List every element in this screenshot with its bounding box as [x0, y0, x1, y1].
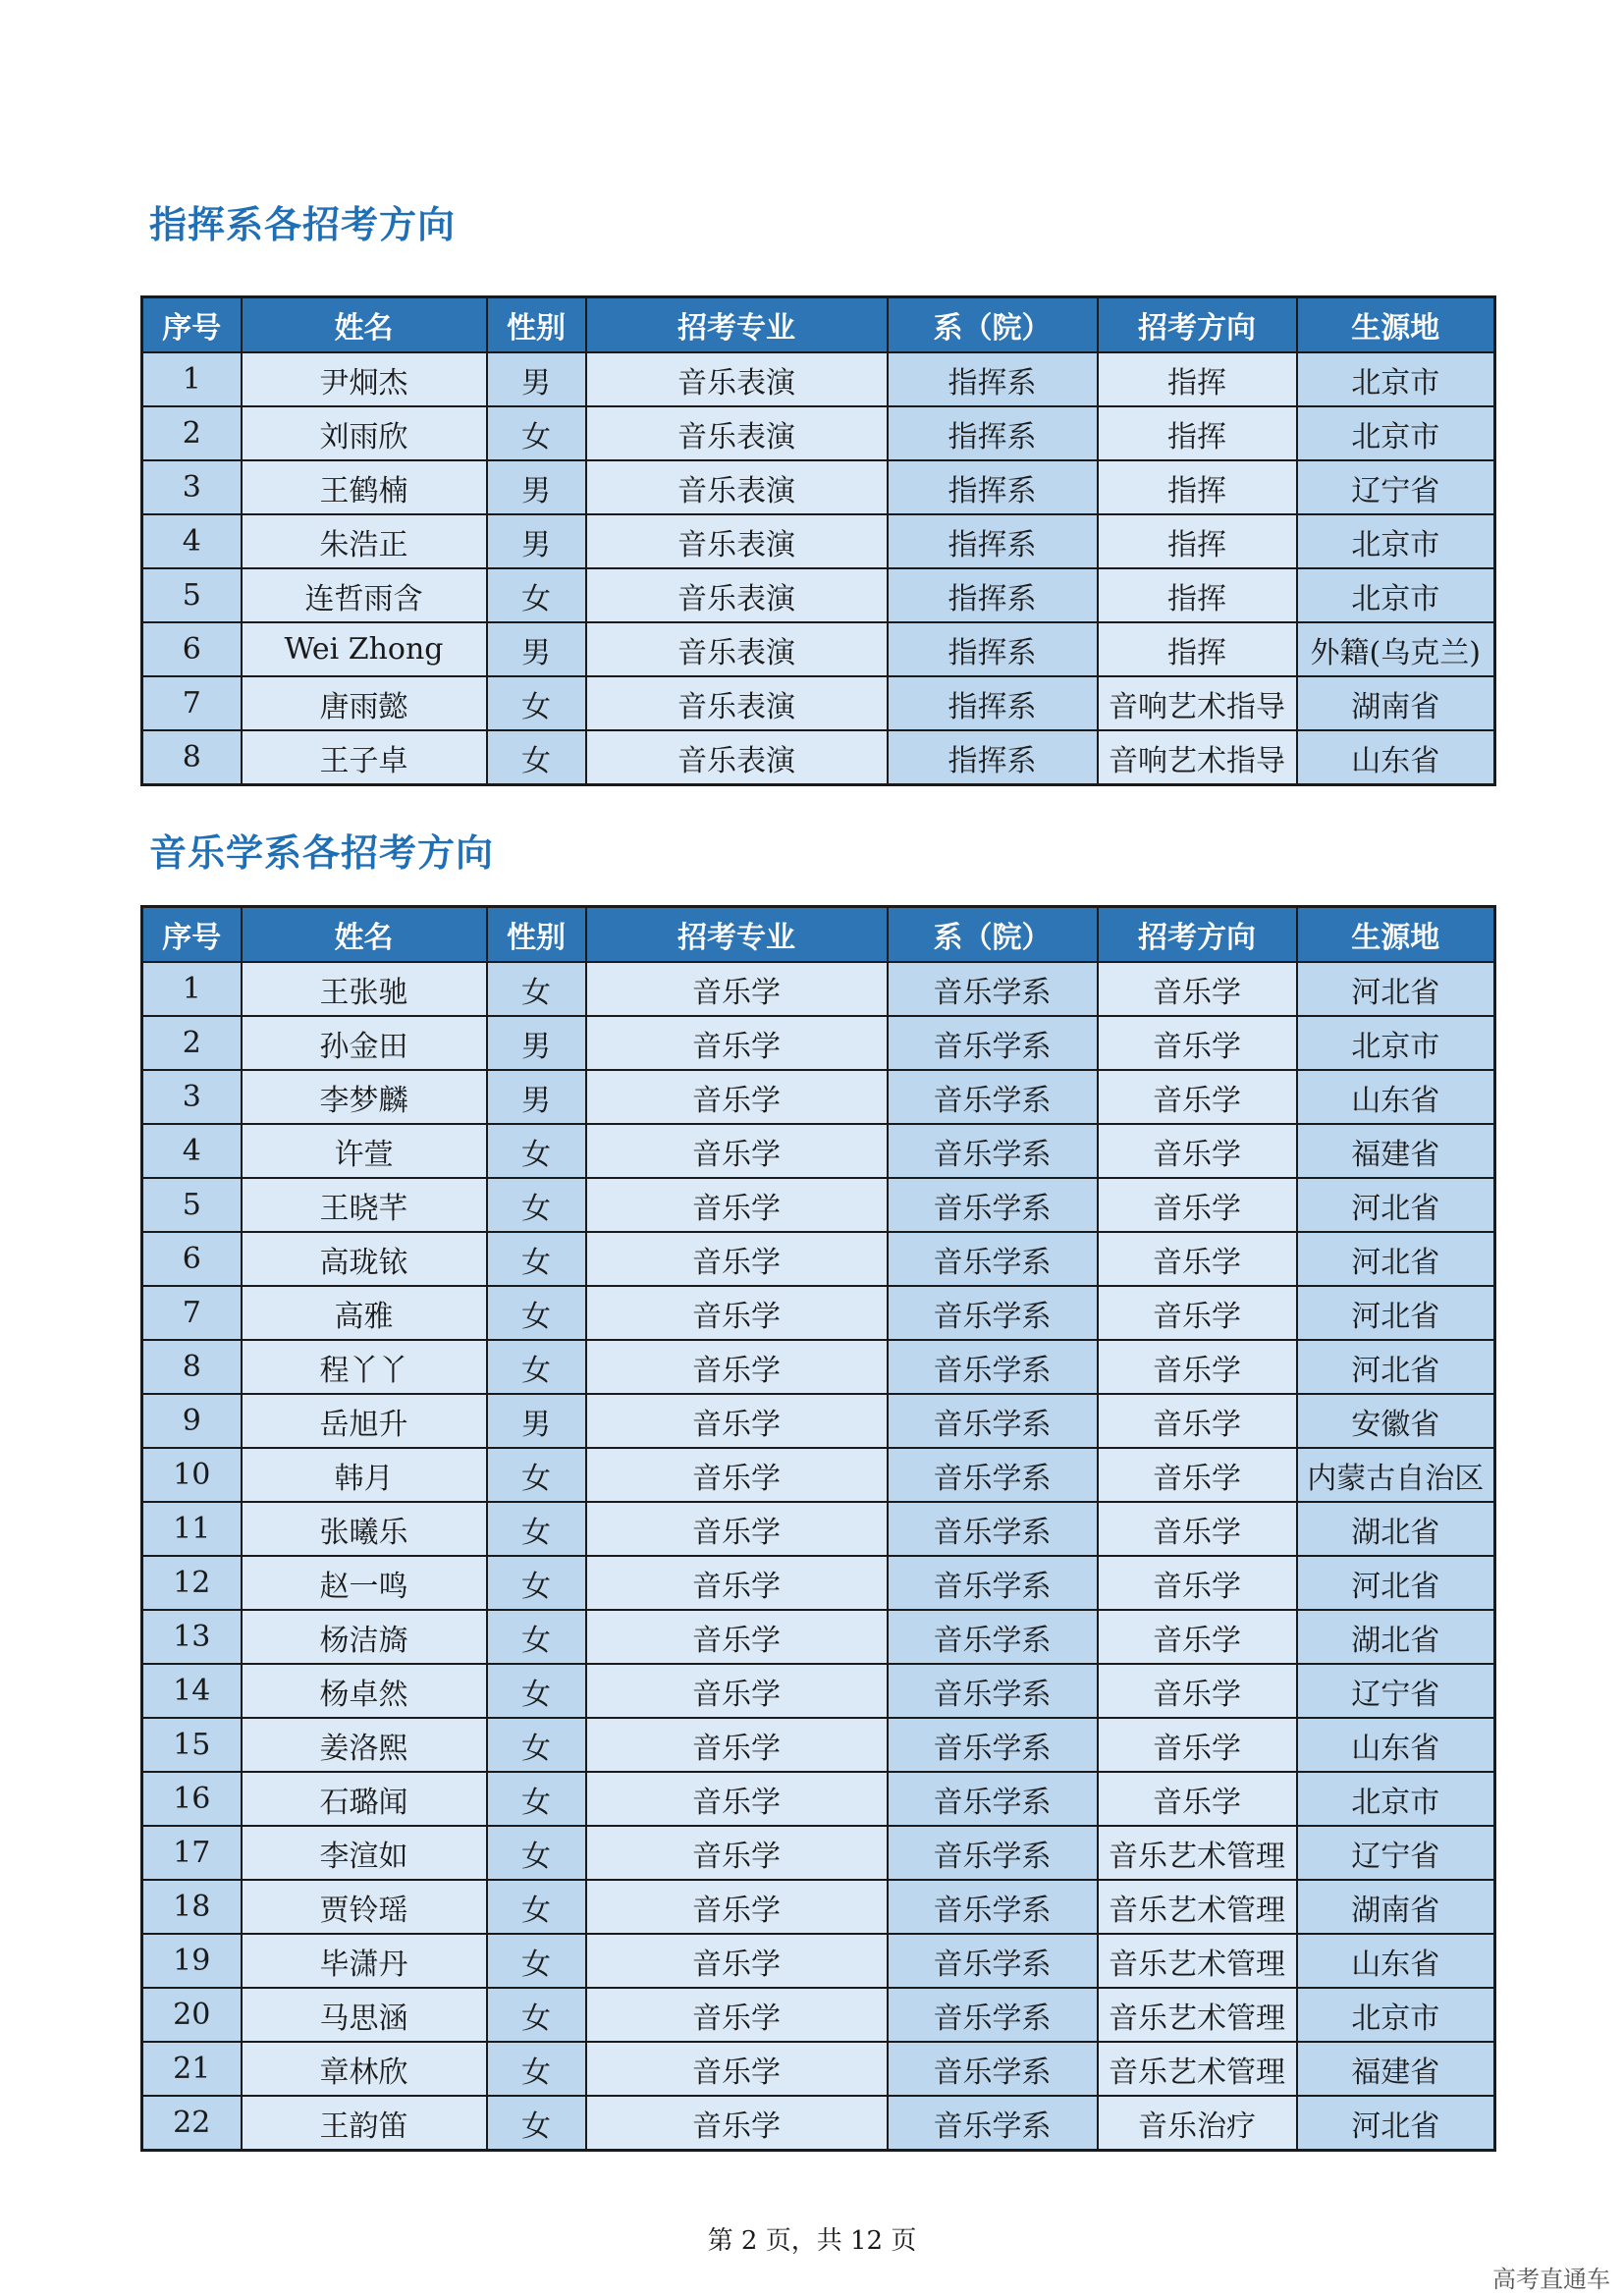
header-gender: 性别	[487, 297, 586, 353]
cell-name: 李梦麟	[242, 1070, 487, 1124]
cell-origin: 北京市	[1297, 406, 1495, 460]
cell-major: 音乐学	[586, 2096, 888, 2151]
cell-origin: 外籍(乌克兰)	[1297, 622, 1495, 676]
cell-name: 石璐闻	[242, 1772, 487, 1826]
cell-origin: 山东省	[1297, 1934, 1495, 1988]
cell-direction: 音乐艺术管理	[1098, 1934, 1297, 1988]
cell-name: 姜洛熙	[242, 1718, 487, 1772]
header-direction: 招考方向	[1098, 297, 1297, 353]
header-name: 姓名	[242, 297, 487, 353]
cell-index: 5	[142, 1178, 242, 1232]
cell-department: 指挥系	[888, 730, 1098, 785]
table-row	[142, 2042, 1495, 2096]
table-row	[142, 352, 1495, 406]
cell-index: 3	[142, 460, 242, 514]
cell-department: 指挥系	[888, 676, 1098, 730]
table-row	[142, 406, 1495, 460]
cell-major: 音乐学	[586, 1880, 888, 1934]
cell-gender: 女	[487, 676, 586, 730]
cell-index: 5	[142, 568, 242, 622]
cell-major: 音乐表演	[586, 622, 888, 676]
table-row	[142, 1502, 1495, 1556]
cell-department: 指挥系	[888, 622, 1098, 676]
table-row	[142, 1826, 1495, 1880]
cell-major: 音乐学	[586, 1556, 888, 1610]
table-row	[142, 2096, 1495, 2151]
cell-index: 12	[142, 1556, 242, 1610]
cell-department: 指挥系	[888, 460, 1098, 514]
cell-direction: 音乐艺术管理	[1098, 1880, 1297, 1934]
cell-origin: 福建省	[1297, 2042, 1495, 2096]
cell-index: 18	[142, 1880, 242, 1934]
cell-index: 21	[142, 2042, 242, 2096]
cell-department: 音乐学系	[888, 1340, 1098, 1394]
cell-gender: 女	[487, 1880, 586, 1934]
cell-name: 韩月	[242, 1448, 487, 1502]
cell-origin: 北京市	[1297, 1772, 1495, 1826]
cell-gender: 女	[487, 1178, 586, 1232]
cell-direction: 音乐学	[1098, 1016, 1297, 1070]
cell-index: 19	[142, 1934, 242, 1988]
table-header-row	[142, 907, 1495, 963]
cell-name: 程丫丫	[242, 1340, 487, 1394]
cell-major: 音乐学	[586, 1772, 888, 1826]
cell-origin: 辽宁省	[1297, 460, 1495, 514]
cell-department: 音乐学系	[888, 1934, 1098, 1988]
cell-name: 王鹤楠	[242, 460, 487, 514]
table-row	[142, 1772, 1495, 1826]
cell-major: 音乐学	[586, 1340, 888, 1394]
cell-gender: 女	[487, 1718, 586, 1772]
cell-name: 孙金田	[242, 1016, 487, 1070]
cell-major: 音乐学	[586, 962, 888, 1016]
cell-gender: 女	[487, 1610, 586, 1664]
cell-name: 王子卓	[242, 730, 487, 785]
cell-name: 张曦乐	[242, 1502, 487, 1556]
table-row	[142, 1394, 1495, 1448]
cell-index: 6	[142, 622, 242, 676]
cell-gender: 女	[487, 1502, 586, 1556]
cell-major: 音乐表演	[586, 460, 888, 514]
cell-index: 1	[142, 962, 242, 1016]
cell-department: 指挥系	[888, 568, 1098, 622]
cell-origin: 辽宁省	[1297, 1664, 1495, 1718]
cell-direction: 音乐学	[1098, 1556, 1297, 1610]
cell-index: 7	[142, 676, 242, 730]
cell-major: 音乐学	[586, 1016, 888, 1070]
table-row	[142, 1070, 1495, 1124]
cell-gender: 女	[487, 2042, 586, 2096]
cell-direction: 音乐学	[1098, 1664, 1297, 1718]
cell-department: 音乐学系	[888, 962, 1098, 1016]
cell-department: 音乐学系	[888, 1880, 1098, 1934]
cell-index: 1	[142, 352, 242, 406]
table-row	[142, 1340, 1495, 1394]
cell-gender: 男	[487, 514, 586, 568]
cell-gender: 男	[487, 1394, 586, 1448]
cell-major: 音乐表演	[586, 730, 888, 785]
cell-major: 音乐学	[586, 1718, 888, 1772]
cell-major: 音乐表演	[586, 676, 888, 730]
cell-department: 音乐学系	[888, 1664, 1098, 1718]
cell-index: 14	[142, 1664, 242, 1718]
cell-name: 贾铃瑶	[242, 1880, 487, 1934]
cell-major: 音乐学	[586, 1124, 888, 1178]
table-row	[142, 514, 1495, 568]
cell-direction: 音乐治疗	[1098, 2096, 1297, 2151]
cell-name: 王韵笛	[242, 2096, 487, 2151]
cell-major: 音乐学	[586, 1448, 888, 1502]
header-direction: 招考方向	[1098, 907, 1297, 963]
section-title-conducting: 指挥系各招考方向	[149, 203, 457, 246]
cell-origin: 河北省	[1297, 1340, 1495, 1394]
cell-direction: 音乐艺术管理	[1098, 2042, 1297, 2096]
header-name: 姓名	[242, 907, 487, 963]
header-origin: 生源地	[1297, 297, 1495, 353]
cell-direction: 音乐学	[1098, 1070, 1297, 1124]
table-row	[142, 730, 1495, 785]
cell-index: 9	[142, 1394, 242, 1448]
cell-index: 11	[142, 1502, 242, 1556]
cell-gender: 女	[487, 1232, 586, 1286]
table-row	[142, 1664, 1495, 1718]
cell-origin: 湖北省	[1297, 1610, 1495, 1664]
cell-gender: 女	[487, 1934, 586, 1988]
cell-name: 高珑铱	[242, 1232, 487, 1286]
cell-gender: 男	[487, 460, 586, 514]
cell-index: 16	[142, 1772, 242, 1826]
cell-name: 岳旭升	[242, 1394, 487, 1448]
table-row	[142, 1556, 1495, 1610]
cell-index: 8	[142, 1340, 242, 1394]
table-header-row	[142, 297, 1495, 353]
cell-department: 音乐学系	[888, 1988, 1098, 2042]
table-row	[142, 1016, 1495, 1070]
cell-index: 3	[142, 1070, 242, 1124]
cell-department: 音乐学系	[888, 1610, 1098, 1664]
cell-department: 音乐学系	[888, 1448, 1098, 1502]
cell-direction: 音乐学	[1098, 1340, 1297, 1394]
cell-major: 音乐学	[586, 1934, 888, 1988]
cell-direction: 音乐学	[1098, 1718, 1297, 1772]
cell-origin: 河北省	[1297, 2096, 1495, 2151]
cell-gender: 女	[487, 962, 586, 1016]
cell-origin: 内蒙古自治区	[1297, 1448, 1495, 1502]
cell-major: 音乐学	[586, 1610, 888, 1664]
cell-major: 音乐学	[586, 1826, 888, 1880]
cell-gender: 女	[487, 2096, 586, 2151]
cell-department: 音乐学系	[888, 1178, 1098, 1232]
cell-department: 音乐学系	[888, 1016, 1098, 1070]
cell-name: 马思涵	[242, 1988, 487, 2042]
cell-origin: 山东省	[1297, 1718, 1495, 1772]
cell-origin: 北京市	[1297, 352, 1495, 406]
header-origin: 生源地	[1297, 907, 1495, 963]
cell-origin: 河北省	[1297, 1286, 1495, 1340]
cell-direction: 音乐学	[1098, 1394, 1297, 1448]
cell-origin: 安徽省	[1297, 1394, 1495, 1448]
table-row	[142, 1934, 1495, 1988]
cell-name: 唐雨懿	[242, 676, 487, 730]
cell-major: 音乐学	[586, 1286, 888, 1340]
cell-gender: 女	[487, 1772, 586, 1826]
musicology-admission-table	[140, 905, 1496, 2152]
cell-department: 音乐学系	[888, 2096, 1098, 2151]
section-title-musicology: 音乐学系各招考方向	[149, 831, 495, 875]
cell-major: 音乐学	[586, 1988, 888, 2042]
cell-department: 音乐学系	[888, 1070, 1098, 1124]
cell-gender: 女	[487, 1286, 586, 1340]
cell-department: 指挥系	[888, 352, 1098, 406]
table-row	[142, 1610, 1495, 1664]
cell-direction: 音乐学	[1098, 1232, 1297, 1286]
cell-gender: 女	[487, 1124, 586, 1178]
cell-name: 章林欣	[242, 2042, 487, 2096]
header-department: 系（院）	[888, 297, 1098, 353]
cell-gender: 女	[487, 1556, 586, 1610]
cell-gender: 女	[487, 1988, 586, 2042]
cell-name: 杨洁旖	[242, 1610, 487, 1664]
cell-origin: 河北省	[1297, 1178, 1495, 1232]
table-row	[142, 1178, 1495, 1232]
cell-origin: 北京市	[1297, 568, 1495, 622]
cell-department: 音乐学系	[888, 1286, 1098, 1340]
cell-origin: 湖南省	[1297, 1880, 1495, 1934]
cell-gender: 女	[487, 1340, 586, 1394]
cell-origin: 福建省	[1297, 1124, 1495, 1178]
cell-index: 15	[142, 1718, 242, 1772]
cell-direction: 指挥	[1098, 622, 1297, 676]
cell-index: 7	[142, 1286, 242, 1340]
cell-direction: 音乐学	[1098, 1286, 1297, 1340]
cell-department: 音乐学系	[888, 1556, 1098, 1610]
cell-name: 刘雨欣	[242, 406, 487, 460]
cell-direction: 音乐学	[1098, 1124, 1297, 1178]
cell-department: 指挥系	[888, 406, 1098, 460]
cell-direction: 音乐艺术管理	[1098, 1988, 1297, 2042]
cell-name: 王张驰	[242, 962, 487, 1016]
cell-major: 音乐表演	[586, 352, 888, 406]
cell-gender: 男	[487, 622, 586, 676]
cell-department: 音乐学系	[888, 1124, 1098, 1178]
cell-direction: 指挥	[1098, 406, 1297, 460]
cell-direction: 音乐学	[1098, 1772, 1297, 1826]
header-gender: 性别	[487, 907, 586, 963]
cell-gender: 女	[487, 1826, 586, 1880]
table-row	[142, 622, 1495, 676]
cell-index: 4	[142, 514, 242, 568]
cell-gender: 女	[487, 406, 586, 460]
cell-index: 10	[142, 1448, 242, 1502]
table-row	[142, 460, 1495, 514]
cell-direction: 指挥	[1098, 352, 1297, 406]
cell-gender: 女	[487, 1448, 586, 1502]
table-row	[142, 962, 1495, 1016]
cell-direction: 音响艺术指导	[1098, 676, 1297, 730]
cell-index: 8	[142, 730, 242, 785]
cell-major: 音乐表演	[586, 568, 888, 622]
cell-department: 音乐学系	[888, 1718, 1098, 1772]
cell-name: 赵一鸣	[242, 1556, 487, 1610]
cell-index: 20	[142, 1988, 242, 2042]
cell-index: 13	[142, 1610, 242, 1664]
cell-major: 音乐学	[586, 1394, 888, 1448]
cell-major: 音乐学	[586, 1070, 888, 1124]
header-major: 招考专业	[586, 297, 888, 353]
cell-gender: 女	[487, 730, 586, 785]
cell-direction: 指挥	[1098, 460, 1297, 514]
cell-major: 音乐表演	[586, 514, 888, 568]
cell-department: 音乐学系	[888, 1502, 1098, 1556]
cell-index: 2	[142, 406, 242, 460]
cell-origin: 北京市	[1297, 1016, 1495, 1070]
cell-department: 音乐学系	[888, 1394, 1098, 1448]
cell-direction: 音乐学	[1098, 1502, 1297, 1556]
cell-direction: 音乐学	[1098, 1610, 1297, 1664]
page-footer: 第 2 页，共 12 页	[707, 2226, 917, 2256]
cell-major: 音乐学	[586, 2042, 888, 2096]
cell-department: 指挥系	[888, 514, 1098, 568]
cell-name: 杨卓然	[242, 1664, 487, 1718]
cell-major: 音乐学	[586, 1664, 888, 1718]
table-row	[142, 1448, 1495, 1502]
cell-gender: 女	[487, 1664, 586, 1718]
header-index: 序号	[142, 907, 242, 963]
cell-direction: 音乐学	[1098, 1448, 1297, 1502]
table-row	[142, 676, 1495, 730]
cell-major: 音乐表演	[586, 406, 888, 460]
table-row	[142, 1286, 1495, 1340]
cell-gender: 男	[487, 352, 586, 406]
cell-major: 音乐学	[586, 1232, 888, 1286]
cell-major: 音乐学	[586, 1178, 888, 1232]
cell-index: 22	[142, 2096, 242, 2151]
cell-name: 毕潇丹	[242, 1934, 487, 1988]
header-department: 系（院）	[888, 907, 1098, 963]
cell-name: 连哲雨含	[242, 568, 487, 622]
cell-origin: 河北省	[1297, 1232, 1495, 1286]
cell-origin: 山东省	[1297, 1070, 1495, 1124]
cell-direction: 音乐艺术管理	[1098, 1826, 1297, 1880]
cell-gender: 男	[487, 1070, 586, 1124]
cell-direction: 指挥	[1098, 568, 1297, 622]
cell-name: 李渲如	[242, 1826, 487, 1880]
cell-index: 6	[142, 1232, 242, 1286]
header-major: 招考专业	[586, 907, 888, 963]
cell-index: 17	[142, 1826, 242, 1880]
table-row	[142, 1988, 1495, 2042]
cell-direction: 音乐学	[1098, 1178, 1297, 1232]
table-row	[142, 1718, 1495, 1772]
cell-origin: 山东省	[1297, 730, 1495, 785]
cell-department: 音乐学系	[888, 1826, 1098, 1880]
cell-origin: 北京市	[1297, 1988, 1495, 2042]
watermark-text: 高考直通车	[1492, 2266, 1610, 2293]
cell-index: 4	[142, 1124, 242, 1178]
table-row	[142, 1232, 1495, 1286]
cell-name: 朱浩正	[242, 514, 487, 568]
cell-name: Wei Zhong	[242, 622, 487, 676]
cell-origin: 河北省	[1297, 962, 1495, 1016]
cell-origin: 湖南省	[1297, 676, 1495, 730]
conducting-admission-table	[140, 295, 1496, 786]
cell-gender: 女	[487, 568, 586, 622]
table-row	[142, 1124, 1495, 1178]
cell-origin: 北京市	[1297, 514, 1495, 568]
cell-name: 高雅	[242, 1286, 487, 1340]
table-row	[142, 1880, 1495, 1934]
cell-name: 王晓芊	[242, 1178, 487, 1232]
cell-direction: 音乐学	[1098, 962, 1297, 1016]
cell-origin: 辽宁省	[1297, 1826, 1495, 1880]
cell-direction: 音响艺术指导	[1098, 730, 1297, 785]
cell-department: 音乐学系	[888, 2042, 1098, 2096]
cell-gender: 男	[487, 1016, 586, 1070]
header-index: 序号	[142, 297, 242, 353]
cell-department: 音乐学系	[888, 1232, 1098, 1286]
cell-origin: 河北省	[1297, 1556, 1495, 1610]
cell-index: 2	[142, 1016, 242, 1070]
table-row	[142, 568, 1495, 622]
cell-direction: 指挥	[1098, 514, 1297, 568]
cell-department: 音乐学系	[888, 1772, 1098, 1826]
cell-name: 许萱	[242, 1124, 487, 1178]
cell-name: 尹炯杰	[242, 352, 487, 406]
cell-major: 音乐学	[586, 1502, 888, 1556]
cell-origin: 湖北省	[1297, 1502, 1495, 1556]
